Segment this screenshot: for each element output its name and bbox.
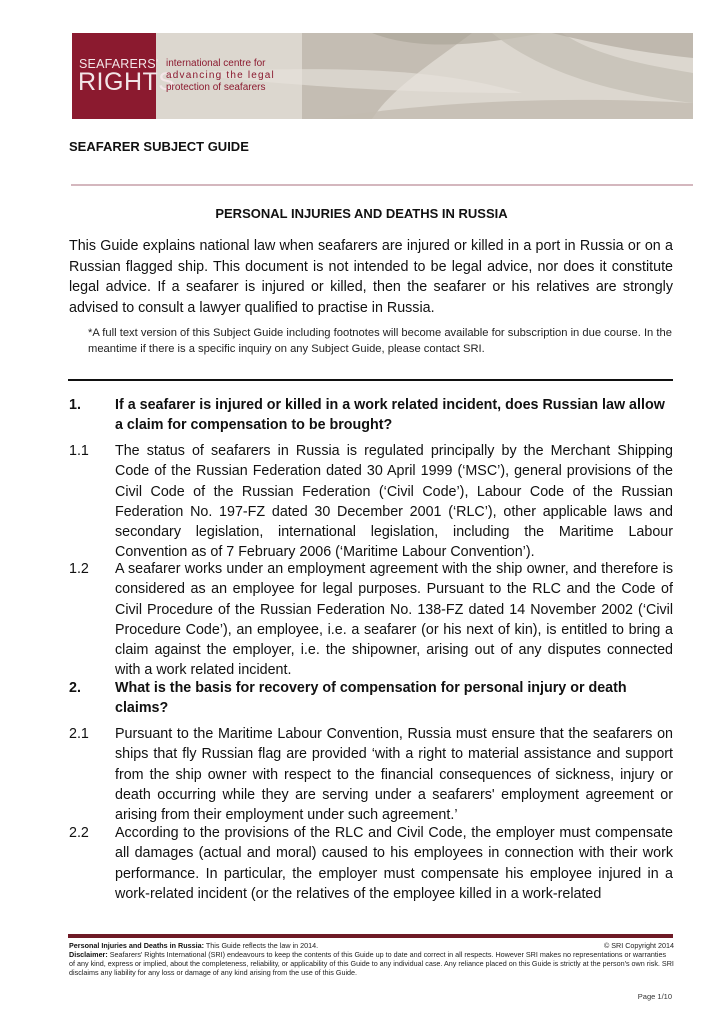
page-number: Page 1/10 [637, 992, 672, 1001]
tagline-line: protection of seafarers [166, 82, 266, 93]
section-number: 2. [69, 680, 81, 696]
paragraph-text: A seafarer works under an employment agreement with the ship owner, and therefore is considered as an employee for legal purposes. Pursuant to the RLC and the Code of Civil Procedure of the Russian Federation No. 138-FZ dated 14 November 2002 (‘Civil Procedure Code’), an employee, i.e. a seafarer (or his next of kin), is entitled to bring a claim against the employer, i.e. the shipowner, arising out of any disputes connected with a work related incident. [115, 561, 673, 679]
subscription-note: *A full text version of this Subject Guide including footnotes will become available for subscription in due course. In the meantime if there is a specific inquiry on any Subject Guide, please contact SRI. [88, 327, 672, 355]
seafarers-rights-logo [72, 33, 176, 119]
copyright: © SRI Copyright 2014 [603, 941, 674, 950]
logo-text-seafarers: SEAFARERS' [79, 57, 159, 71]
footer-title-text: This Guide reflects the law in 2014. [205, 941, 319, 950]
footer-divider [68, 934, 673, 938]
paragraph-number: 1.1 [69, 443, 89, 459]
paragraph-number: 2.1 [69, 726, 89, 742]
paragraph [69, 724, 673, 825]
disclaimer-label: Disclaimer: [69, 950, 108, 959]
footer-title-line [69, 941, 674, 950]
section-heading [69, 395, 673, 435]
tagline [166, 58, 275, 94]
tagline-line: international centre for [166, 58, 266, 69]
paragraph-text: According to the provisions of the RLC and Civil Code, the employer must compensate all damages (actual and moral) caused to his employees in connection with their work performance. In particular, the employer must compensate his employee injured in a work-related incident (or the relatives of the employee killed in a work-related [115, 825, 673, 902]
paragraph-number: 2.2 [69, 825, 89, 841]
disclaimer-text: Seafarers' Rights International (SRI) endeavours to keep the contents of this Guide up to date and correct in all respects. However SRI makes no representations or warranties of any kind, express or implied, about the completeness, reliability, or applicability of this Guide to any individual case. Any reliance placed on this Guide is strictly at the person's own risk. SRI disclaims any liability for any loss or damage of any kind arising from the use of this Guide. [69, 950, 674, 977]
page-title: PERSONAL INJURIES AND DEATHS IN RUSSIA [215, 206, 508, 221]
disclaimer [69, 950, 674, 977]
footer-title-label: Personal Injuries and Deaths in Russia: [69, 941, 205, 950]
intro-paragraph: This Guide explains national law when seafarers are injured or killed in a port in Russia or on a Russian flagged ship. This document is not intended to be legal advice, nor does it constitute legal advice. If a seafarer is injured or killed, then the seafarer or his relatives are strongly advised to consult a lawyer qualified to practise in Russia. [69, 238, 673, 316]
paragraph-text: Pursuant to the Maritime Labour Convention, Russia must ensure that the seafarers on ships that fly Russian flag are provided ‘with a right to material assistance and support from the ship owner with respect to the financial consequences of sickness, injury or death occurring while they are serving under a seafarers' employment agreement or arising from their employment under such agreement.’ [115, 726, 673, 824]
divider [71, 184, 693, 186]
paragraph-number: 1.2 [69, 561, 89, 577]
header-banner [72, 33, 693, 119]
section-heading-text: What is the basis for recovery of compensation for personal injury or death claims? [115, 680, 627, 716]
section-number: 1. [69, 397, 81, 413]
logo-text-rights: RIGHTS [78, 68, 176, 96]
section-heading [69, 678, 673, 718]
footer [69, 941, 674, 977]
paragraph-text: The status of seafarers in Russia is regulated principally by the Merchant Shipping Code of the Russian Federation dated 30 April 1999 (‘MSC’), general provisions of the Civil Code of the Russian Federation (‘Civil Code’), Labour Code of the Russian Federation No. 197-FZ dated 30 December 2001 (‘RLC’), other applicable laws and secondary legislation, international legislation, including the Maritime Labour Convention as of 7 February 2006 (‘Maritime Labour Convention’). [115, 443, 673, 561]
tagline-line: advancing the legal [166, 70, 275, 81]
section-heading-text: If a seafarer is injured or killed in a work related incident, does Russian law allow a claim for compensation to be brought? [115, 397, 665, 433]
paragraph [69, 823, 673, 904]
paragraph [69, 441, 673, 563]
guide-label: SEAFARER SUBJECT GUIDE [69, 139, 249, 154]
paragraph [69, 559, 673, 681]
divider [68, 379, 673, 381]
